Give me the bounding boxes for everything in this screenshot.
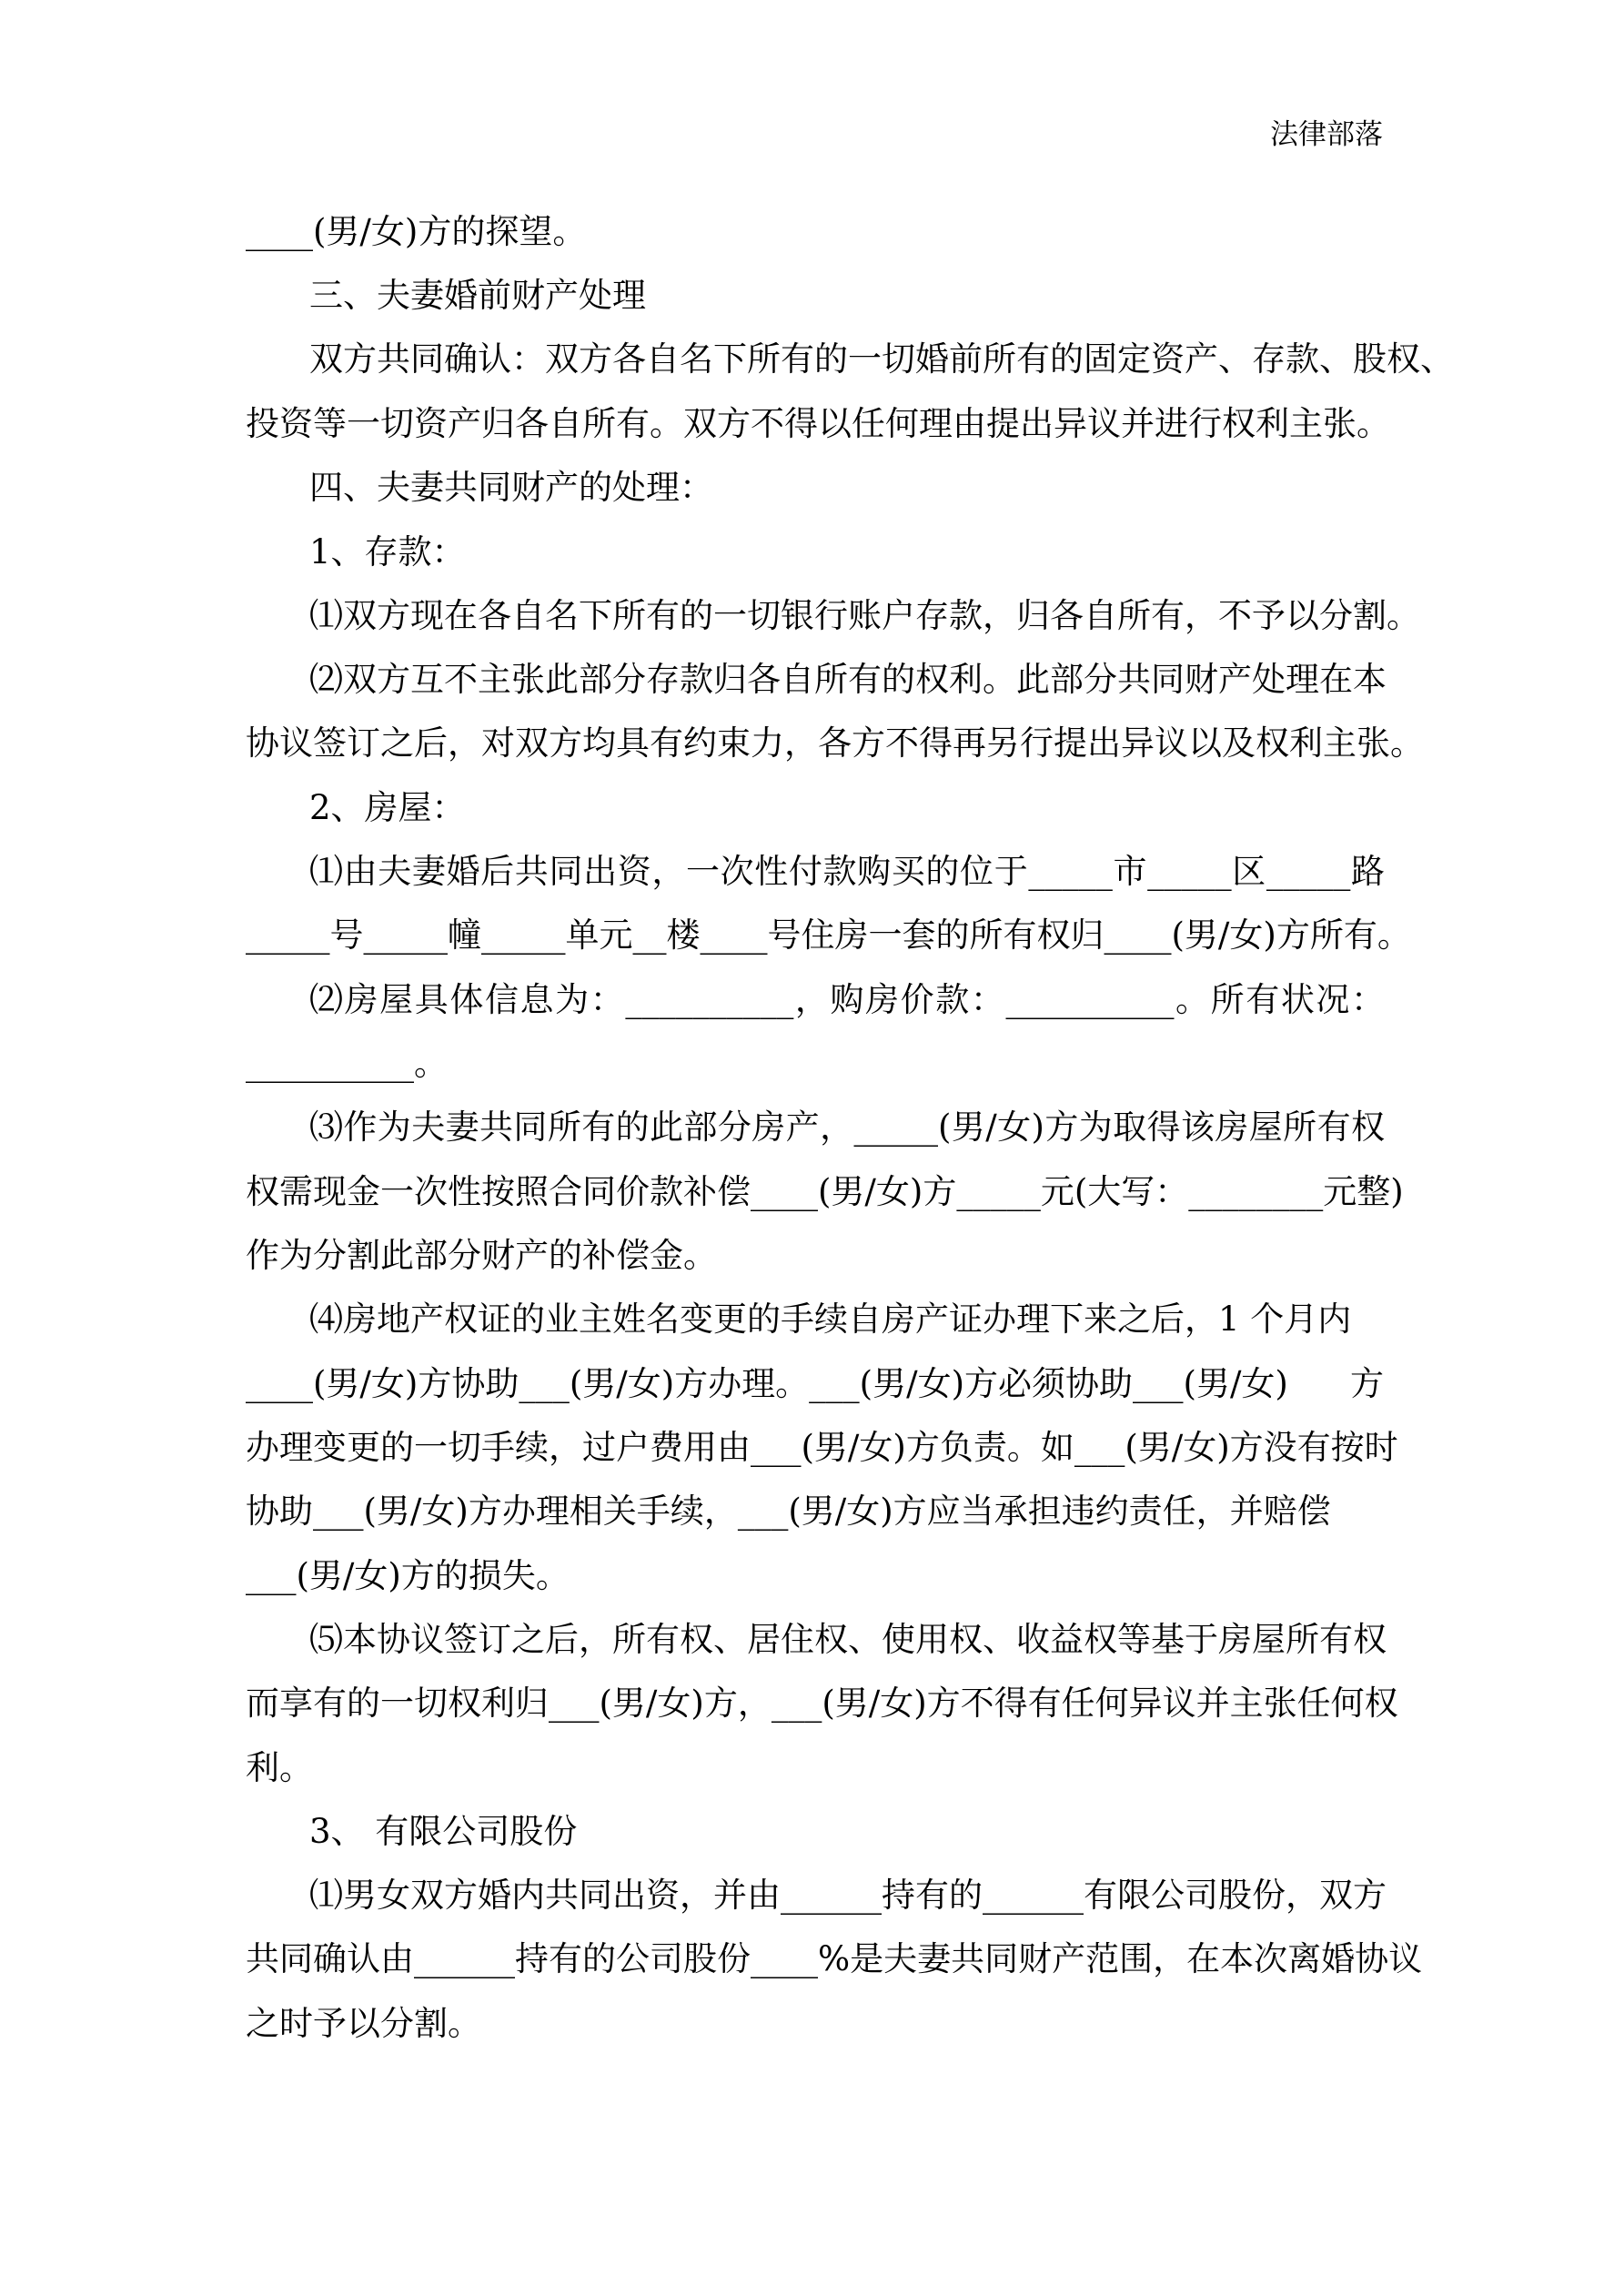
text-line: 办理变更的一切手续，过户费用由___(男/女)方负责。如___(男/女)方没有按时	[246, 1428, 1398, 1467]
text-line: ____(男/女)方的探望。	[246, 212, 587, 251]
text-line: ⑸本协议签订之后，所有权、居住权、使用权、收益权等基于房屋所有权	[309, 1620, 1387, 1659]
text-line: ⑴由夫妻婚后共同出资，一次性付款购买的位于_____市_____区_____路	[309, 852, 1385, 891]
subsection-heading: 1、存款：	[309, 532, 466, 571]
text-line: ____(男/女)方协助___(男/女)方办理。___(男/女)方必须协助___(男/女)	[246, 1364, 1288, 1403]
text-line: 协助___(男/女)方办理相关手续，___(男/女)方应当承担违约责任，并赔偿	[246, 1492, 1331, 1531]
text-line: __________。	[246, 1044, 448, 1083]
text-line: ⑴双方现在各自名下所有的一切银行账户存款，归各自所有，不予以分割。	[309, 596, 1420, 635]
text-line: 之时予以分割。	[246, 2004, 481, 2043]
text-line: _____号_____幢_____单元__楼____号住房一套的所有权归____(男/女)方所有。	[246, 915, 1411, 955]
text-line: ⑶作为夫妻共同所有的此部分房产，_____(男/女)方为取得该房屋所有权	[309, 1108, 1385, 1147]
text-line: 协议签订之后，对双方均具有约束力，各方不得再另行提出异议以及权利主张。	[246, 723, 1424, 763]
subsection-heading: 3、 有限公司股份	[309, 1812, 578, 1851]
text-line: 而享有的一切权利归___(男/女)方，___(男/女)方不得有任何异议并主张任何权	[246, 1684, 1398, 1723]
text-line: ⑴男女双方婚内共同出资，并由______持有的______有限公司股份，双方	[309, 1876, 1387, 1915]
text-line: 作为分割此部分财产的补偿金。	[246, 1236, 717, 1275]
text-line-end: 方	[1350, 1364, 1384, 1403]
text-line: 利。	[246, 1748, 313, 1787]
text-line: 双方共同确认：双方各自名下所有的一切婚前所有的固定资产、存款、股权、	[309, 339, 1454, 379]
text-line: ⑵房屋具体信息为：__________，购房价款：__________。所有状况：	[309, 980, 1385, 1019]
header-mark: 法律部落	[1270, 118, 1383, 151]
text-line: ⑷房地产权证的业主姓名变更的手续自房产证办理下来之后，1 个月内	[309, 1300, 1352, 1339]
text-line: ⑵双方互不主张此部分存款归各自所有的权利。此部分共同财产处理在本	[309, 660, 1387, 699]
text-line: 权需现金一次性按照合同价款补偿____(男/女)方_____元(大写：________元整)	[246, 1172, 1404, 1211]
subsection-heading: 2、房屋：	[309, 788, 466, 827]
text-line: ___(男/女)方的损失。	[246, 1556, 570, 1595]
text-line: 共同确认由______持有的公司股份____%是夫妻共同财产范围，在本次离婚协议	[246, 1939, 1423, 1978]
section-heading: 四、夫妻共同财产的处理：	[309, 468, 713, 507]
section-heading: 三、夫妻婚前财产处理	[309, 276, 646, 315]
text-line: 投资等一切资产归各自所有。双方不得以任何理由提出异议并进行权利主张。	[246, 404, 1390, 443]
